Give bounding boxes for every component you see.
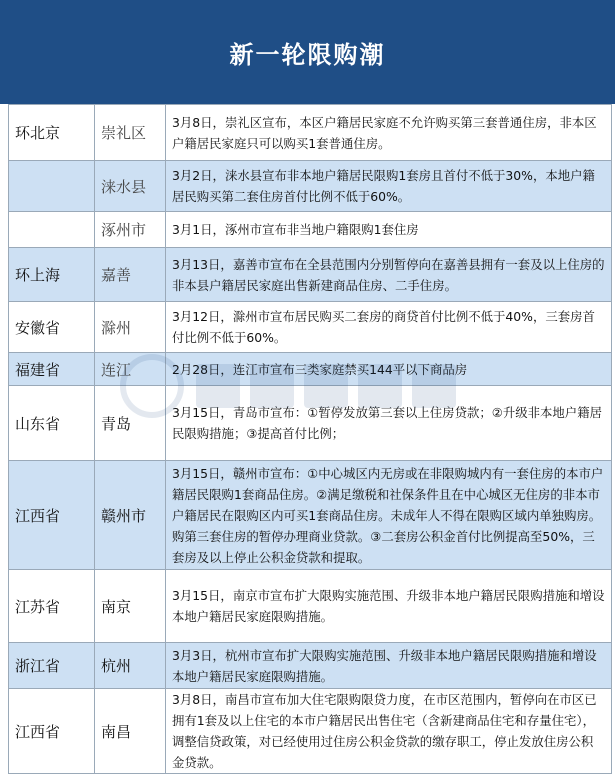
table-row <box>9 161 612 212</box>
province-cell: 环北京 <box>9 105 95 161</box>
policy-text: 3月13日，嘉善市宣布在全县范围内分别暂停向在嘉善县拥有一套及以上住房的非本县户籍居民家庭出售新建商品住房、二手住房。 <box>166 248 612 302</box>
province-cell: 浙江省 <box>9 643 95 689</box>
city-cell: 青岛 <box>95 386 166 461</box>
province-cell <box>9 212 95 248</box>
table-row <box>9 386 612 461</box>
policy-text: 3月3日，杭州市宣布扩大限购实施范围、升级非本地户籍居民限购措施和增设本地户籍居民家庭限购措施。 <box>166 643 612 689</box>
table-row <box>9 212 612 248</box>
city-cell: 连江 <box>95 353 166 386</box>
policy-table <box>8 104 612 774</box>
page-title: 新一轮限购潮 <box>229 40 386 69</box>
province-cell: 江西省 <box>9 689 95 774</box>
table-row <box>9 302 612 353</box>
city-cell: 涿州市 <box>95 212 166 248</box>
province-cell: 江西省 <box>9 461 95 570</box>
city-cell: 崇礼区 <box>95 105 166 161</box>
province-cell: 安徽省 <box>9 302 95 353</box>
page-header <box>0 0 615 104</box>
province-cell <box>9 161 95 212</box>
city-cell: 南京 <box>95 570 166 643</box>
policy-text: 2月28日，连江市宣布三类家庭禁买144平以下商品房 <box>166 353 612 386</box>
table-row <box>9 570 612 643</box>
table-row <box>9 248 612 302</box>
province-cell: 福建省 <box>9 353 95 386</box>
table-row <box>9 461 612 570</box>
policy-text: 3月12日，滁州市宣布居民购买二套房的商贷首付比例不低于40%，三套房首付比例不低于60%。 <box>166 302 612 353</box>
policy-text: 3月8日，崇礼区宣布，本区户籍居民家庭不允许购买第三套普通住房，非本区户籍居民家庭只可以购买1套普通住房。 <box>166 105 612 161</box>
city-cell: 涞水县 <box>95 161 166 212</box>
province-cell: 环上海 <box>9 248 95 302</box>
policy-text: 3月15日，赣州市宣布：①中心城区内无房或在非限购城内有一套住房的本市户籍居民限购1套商品住房。②满足缴税和社保条件且在中心城区无住房的非本市户籍居民在限购区内可买1套商品住房。未成年人不得在限购区域内单独购房。购第三套住房的暂停办理商业贷款。③二套房公积金首付比例提高至50%，三套房及以上停止公积金贷款和提取。 <box>166 461 612 570</box>
city-cell: 南昌 <box>95 689 166 774</box>
policy-text: 3月8日，南昌市宣布加大住宅限购限贷力度，在市区范围内，暂停向在市区已拥有1套及以上住宅的本市户籍居民出售住宅（含新建商品住宅和存量住宅），调整信贷政策，对已经使用过住房公积金贷款的缴存职工，停止发放住房公积金贷款。 <box>166 689 612 774</box>
province-cell: 江苏省 <box>9 570 95 643</box>
city-cell: 滁州 <box>95 302 166 353</box>
city-cell: 嘉善 <box>95 248 166 302</box>
table-row <box>9 643 612 689</box>
table-row <box>9 689 612 774</box>
policy-text: 3月1日，涿州市宣布非当地户籍限购1套住房 <box>166 212 612 248</box>
policy-text: 3月15日，青岛市宣布：①暂停发放第三套以上住房贷款；②升级非本地户籍居民限购措施；③提高首付比例； <box>166 386 612 461</box>
policy-text: 3月2日，涞水县宣布非本地户籍居民限购1套房且首付不低于30%，本地户籍居民购买第二套住房首付比例不低于60%。 <box>166 161 612 212</box>
city-cell: 杭州 <box>95 643 166 689</box>
table-row <box>9 353 612 386</box>
table-row <box>9 105 612 161</box>
policy-text: 3月15日，南京市宣布扩大限购实施范围、升级非本地户籍居民限购措施和增设本地户籍居民家庭限购措施。 <box>166 570 612 643</box>
city-cell: 赣州市 <box>95 461 166 570</box>
province-cell: 山东省 <box>9 386 95 461</box>
